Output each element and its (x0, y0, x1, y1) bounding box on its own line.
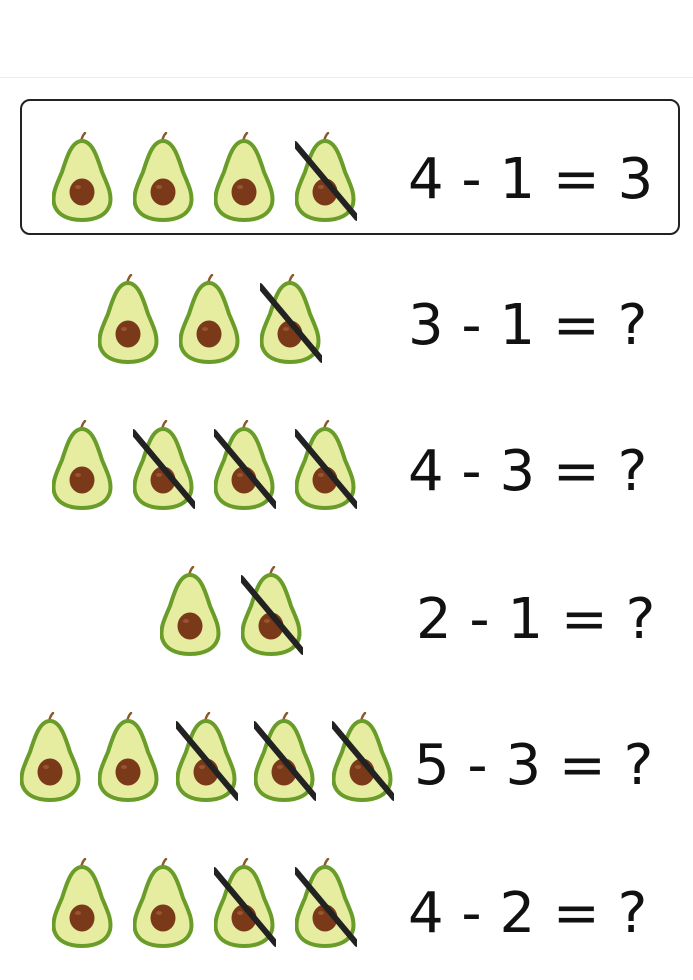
avocado-icon (260, 274, 322, 364)
avocado-icon (133, 132, 195, 222)
avocado-icon (214, 420, 276, 510)
avocado-icon (52, 420, 114, 510)
avocado-icon (254, 712, 316, 802)
avocado-icon (133, 420, 195, 510)
avocado-icon (52, 858, 114, 948)
avocado-icon (295, 420, 357, 510)
avocado-icon (295, 132, 357, 222)
equation-text: 4 - 1 = 3 (408, 147, 654, 212)
avocado-icon (160, 566, 222, 656)
avocado-icon (176, 712, 238, 802)
avocado-icon (332, 712, 394, 802)
top-divider (0, 77, 693, 78)
avocado-icon (179, 274, 241, 364)
avocado-icon (20, 712, 82, 802)
avocado-icon (52, 132, 114, 222)
avocado-icon (214, 858, 276, 948)
avocado-icon (241, 566, 303, 656)
avocado-icon (98, 274, 160, 364)
avocado-icon (214, 132, 276, 222)
avocado-icon (98, 712, 160, 802)
equation-text: 4 - 2 = ? (408, 881, 648, 946)
equation-text: 3 - 1 = ? (408, 293, 648, 358)
avocado-icon (295, 858, 357, 948)
equation-text: 2 - 1 = ? (416, 587, 656, 652)
equation-text: 5 - 3 = ? (414, 733, 654, 798)
avocado-icon (133, 858, 195, 948)
equation-text: 4 - 3 = ? (408, 439, 648, 504)
